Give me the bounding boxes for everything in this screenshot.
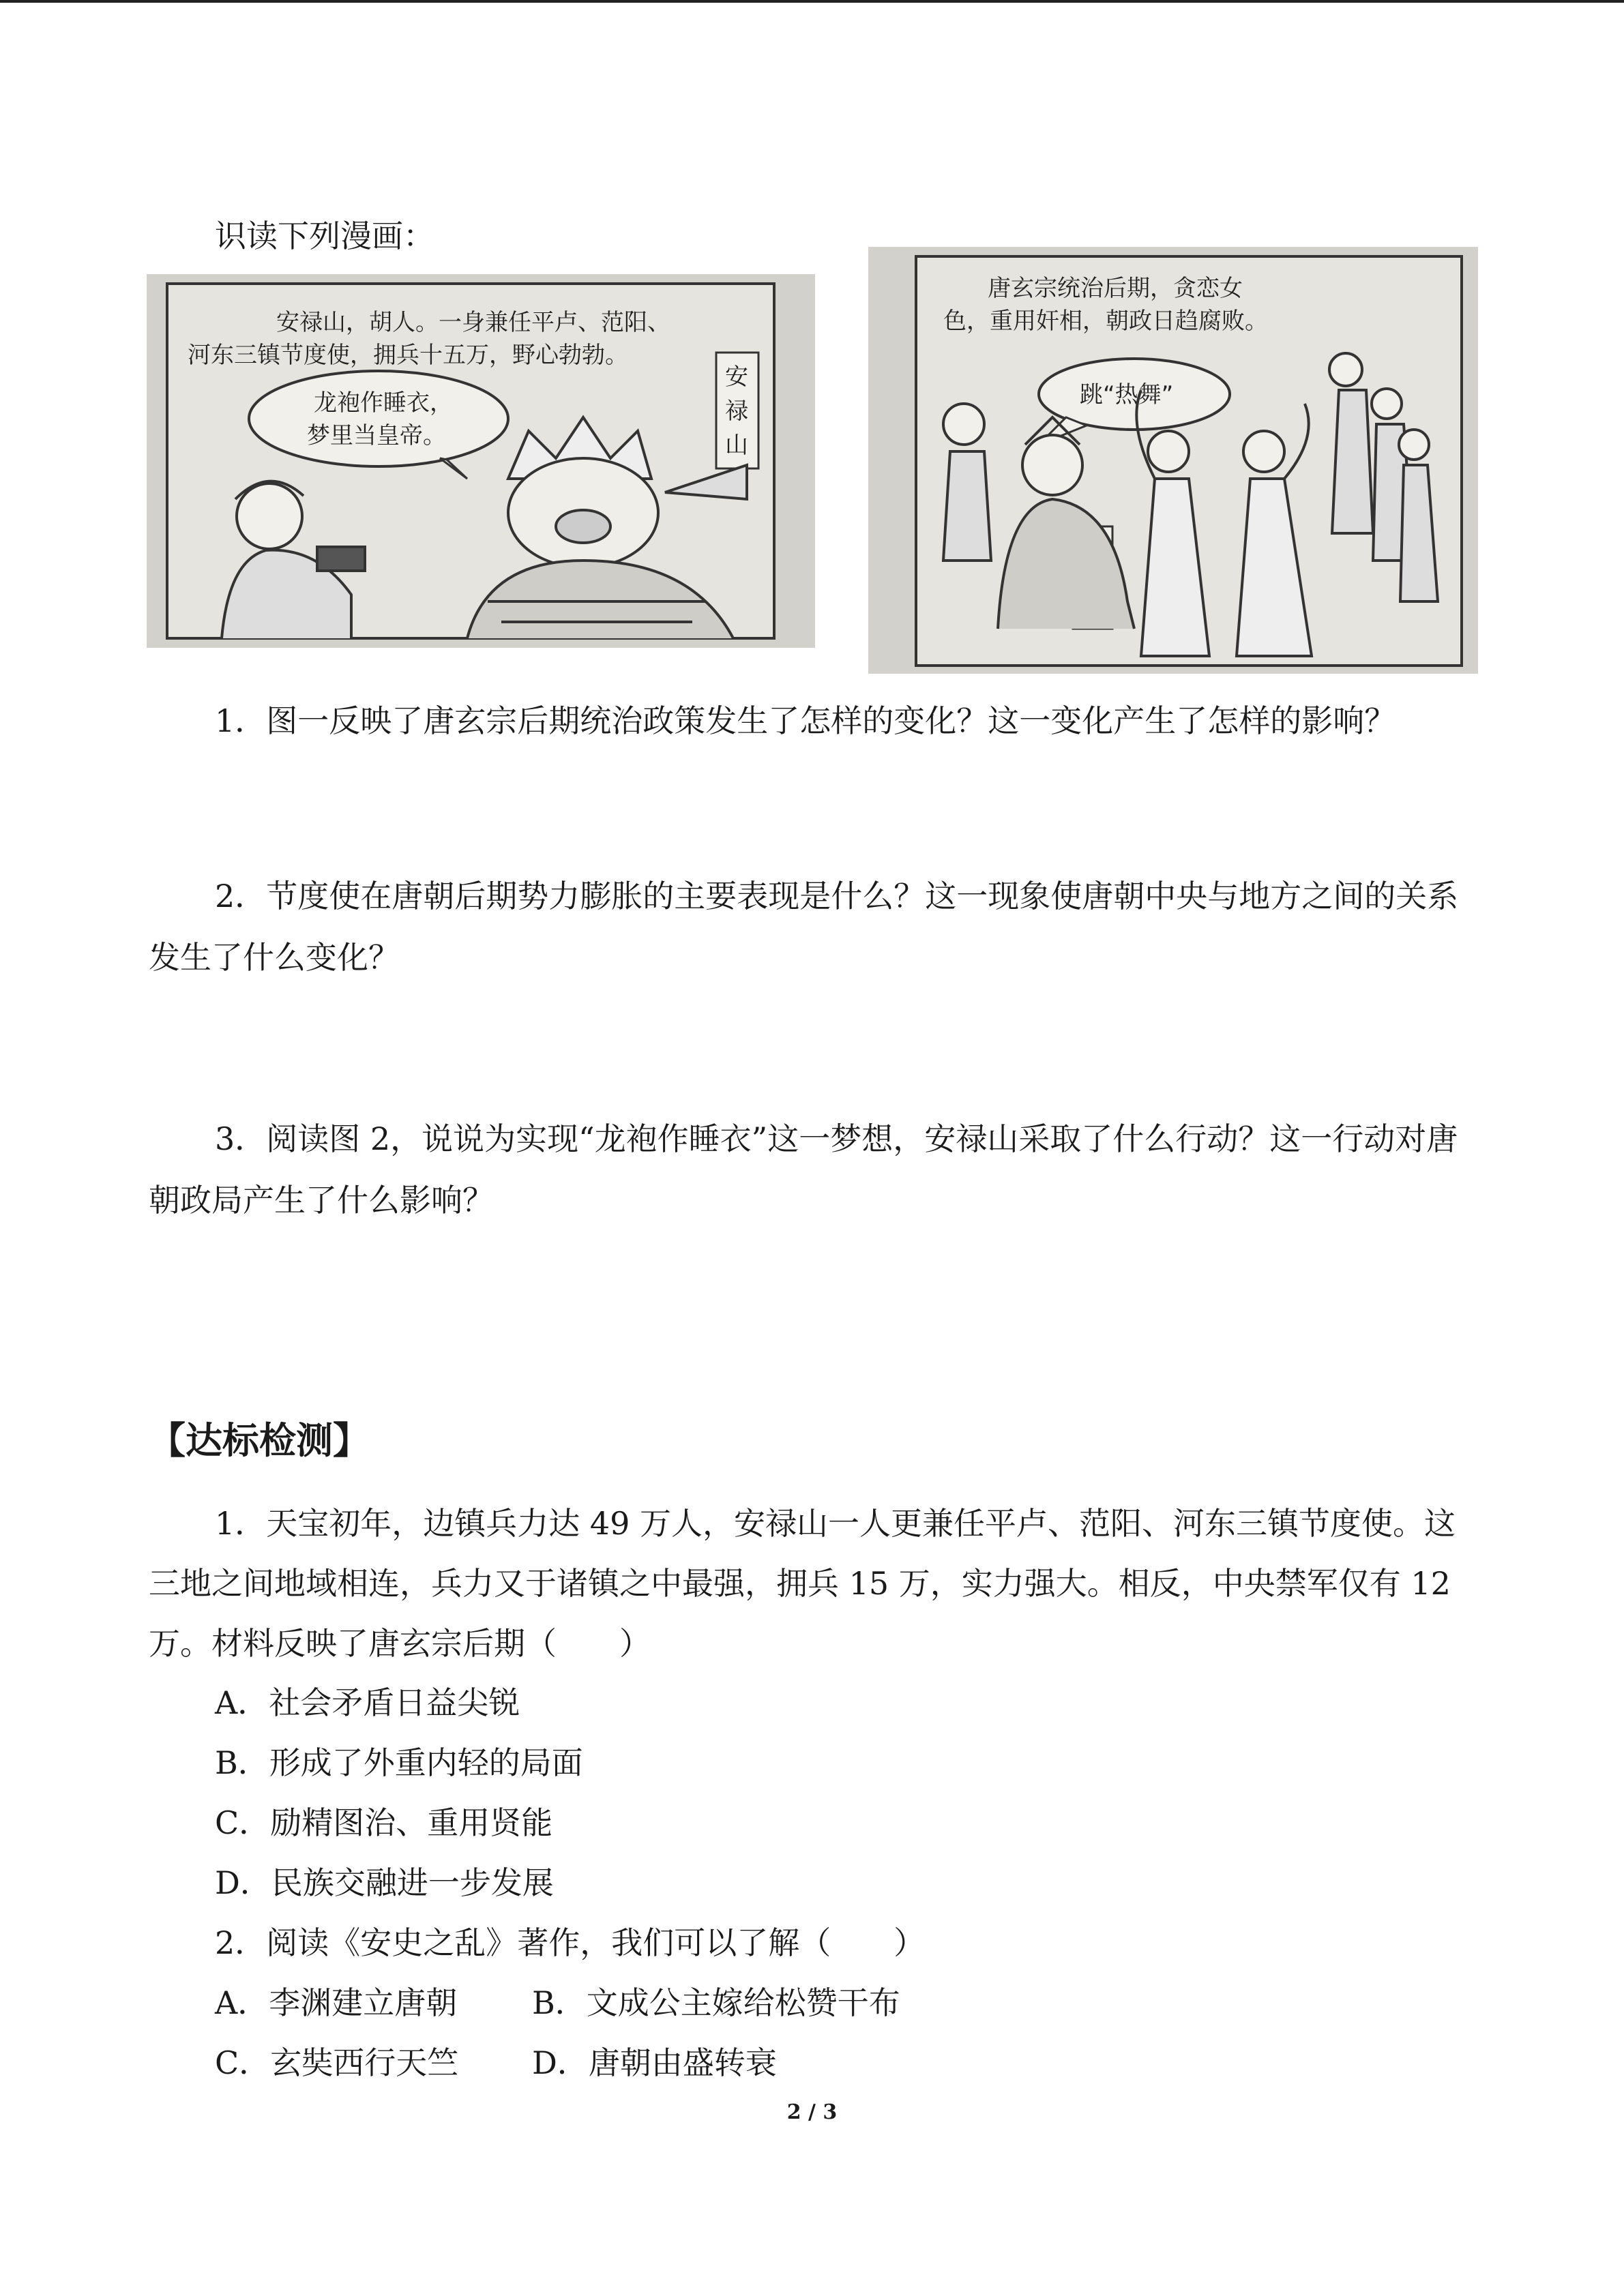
cartoon1-caption-line1: 安禄山，胡人。一身兼任平卢、范阳、 xyxy=(276,309,670,336)
test-q1-option-c: C．励精图治、重用贤能 xyxy=(215,1804,553,1841)
intro-text: 识读下列漫画： xyxy=(215,218,434,254)
page-number: 2 / 3 xyxy=(786,2100,838,2124)
section-title: 【达标检测】 xyxy=(149,1419,370,1462)
top-border xyxy=(0,0,1624,3)
test-q2-option-a: A．李渊建立唐朝 xyxy=(215,1984,458,2021)
cartoon2-speech: 跳“热舞” xyxy=(1080,381,1174,408)
test-question-1-stem: 1．天宝初年，边镇兵力达 49 万人，安禄山一人更兼任平卢、范阳、河东三镇节度使。这三地之间地域相连，兵力又于诸镇之中最强，拥兵 15 万，实力强大。相反，中央禁军仅有 12 万。材料反映了唐玄宗后期（ ） xyxy=(149,1505,1456,1662)
test-q2-option-b: B．文成公主嫁给松赞干布 xyxy=(532,1984,900,2021)
test-q1-option-d: D．民族交融进一步发展 xyxy=(215,1864,554,1901)
cartoon1-caption-line2: 河东三镇节度使，拥兵十五万，野心勃勃。 xyxy=(188,342,628,369)
test-q1-option-a: A．社会矛盾日益尖锐 xyxy=(215,1684,520,1721)
cartoon1-speech-line1: 龙袍作睡衣， xyxy=(314,389,453,417)
question-2: 2．节度使在唐朝后期势力膨胀的主要表现是什么？这一现象使唐朝中央与地方之间的关系发生了什么变化？ xyxy=(149,878,1459,976)
cartoon-li-longji xyxy=(868,247,1478,674)
test-question-2-stem: 2．阅读《安史之乱》著作，我们可以了解（ ） xyxy=(215,1924,926,1961)
cartoon1-label-char2: 禄 xyxy=(725,398,748,425)
test-q2-option-c: C．玄奘西行天竺 xyxy=(215,2044,459,2081)
cartoon2-caption-line2: 色，重用奸相，朝政日趋腐败。 xyxy=(943,308,1268,335)
test-q1-option-b: B．形成了外重内轻的局面 xyxy=(215,1744,583,1781)
cartoon-an-lushan xyxy=(147,274,815,648)
test-q2-option-d: D．唐朝由盛转衰 xyxy=(532,2044,777,2081)
cartoon2-caption-line1: 唐玄宗统治后期，贪恋女 xyxy=(988,275,1243,302)
cartoon1-label-char3: 山 xyxy=(725,432,748,459)
question-3: 3．阅读图 2，说说为实现“龙袍作睡衣”这一梦想，安禄山采取了什么行动？这一行动对唐朝政局产生了什么影响？ xyxy=(149,1120,1458,1219)
question-1: 1．图一反映了唐玄宗后期统治政策发生了怎样的变化？这一变化产生了怎样的影响？ xyxy=(215,702,1396,739)
cartoon1-speech-line2: 梦里当皇帝。 xyxy=(307,422,446,449)
cartoon1-label-char1: 安 xyxy=(725,363,748,391)
